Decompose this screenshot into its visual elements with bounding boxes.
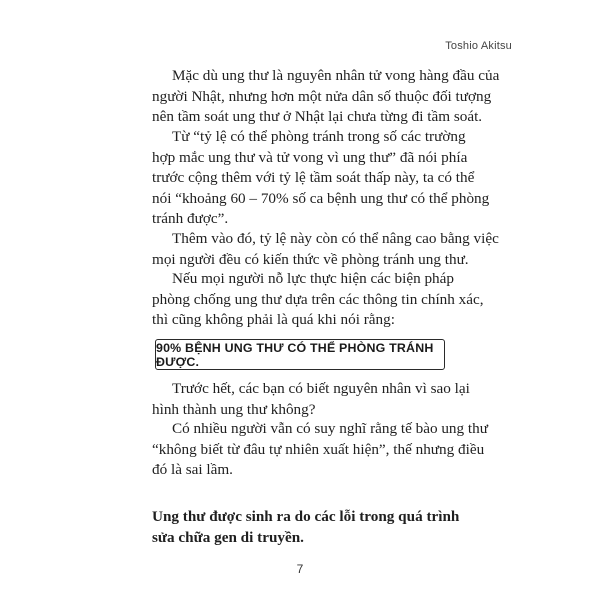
paragraph-4 [0,269,600,331]
paragraph-3 [0,229,600,270]
text-line: hợp mắc ung thư và tử vong vì ung thư” đã nói phía [152,148,468,166]
text-line: Trước hết, các bạn có biết nguyên nhân vì sao lại [172,380,470,397]
running-header-author: Toshio Akitsu [445,40,512,52]
section-heading [0,506,600,548]
text-line: mọi người đều có kiến thức về phòng tránh ung thư. [152,250,469,268]
text-line: tránh được”. [152,210,229,227]
paragraph-6 [0,419,600,481]
text-line: nên tầm soát ung thư ở Nhật lại chưa từng đi tầm soát. [152,108,483,125]
page-number: 7 [296,562,304,576]
paragraph-1 [0,66,600,128]
heading-line: Ung thư được sinh ra do các lỗi trong quá trình [152,508,460,525]
text-line: Nếu mọi người nỗ lực thực hiện các biện pháp [172,270,454,287]
text-line: phòng chống ung thư dựa trên các thông tin chính xác, [152,290,484,308]
text-line: Từ “tỷ lệ có thể phòng tránh trong số các trường [172,128,466,145]
text-line: hình thành ung thư không? [152,400,316,418]
text-line: trước cộng thêm với tỷ lệ tầm soát thấp này, ta có thể [152,169,475,186]
paragraph-2 [0,127,600,230]
callout-box: 90% BỆNH UNG THƯ CÓ THỂ PHÒNG TRÁNH ĐƯỢC. [155,339,445,370]
text-line: “không biết từ đâu tự nhiên xuất hiện”, thế nhưng điều [152,440,485,458]
text-line: nói “khoảng 60 – 70% số ca bệnh ung thư có thể phòng [152,189,490,207]
paragraph-5 [0,379,600,420]
text-line: người Nhật, nhưng hơn một nửa dân số thuộc đối tượng [152,87,492,105]
text-line: thì cũng không phải là quá khi nói rằng: [152,311,395,328]
text-line: Mặc dù ung thư là nguyên nhân tử vong hàng đầu của [172,67,500,84]
text-line: Có nhiều người vẫn có suy nghĩ rằng tế bào ung thư [172,420,488,437]
text-line: đó là sai lầm. [152,461,233,478]
text-line: Thêm vào đó, tỷ lệ này còn có thể nâng cao bằng việc [172,230,499,247]
heading-line: sửa chữa gen di truyền. [152,529,304,546]
